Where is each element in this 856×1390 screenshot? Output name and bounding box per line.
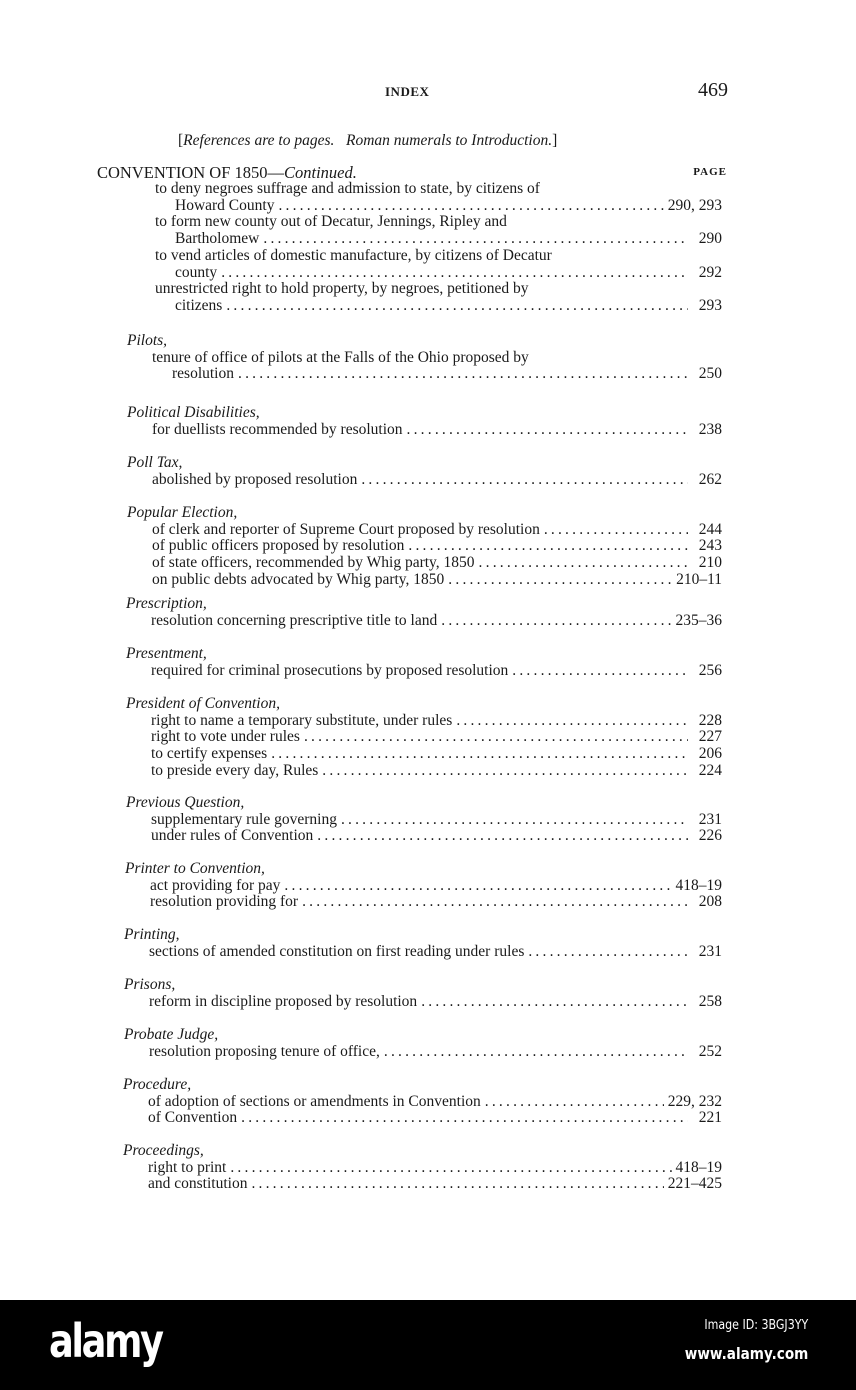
entry-line	[175, 198, 722, 215]
entry-text: supplementary rule governing	[151, 810, 337, 828]
entry-text: to vend articles of domestic manufacture, by citizens of Decatur	[155, 246, 552, 264]
convention-title: CONVENTION OF 1850—	[97, 163, 284, 182]
dot-leader	[251, 1176, 663, 1193]
entry-text: of state officers, recommended by Whig party, 1850	[152, 554, 475, 572]
entry-text: right to vote under rules	[151, 728, 300, 746]
entry-line	[152, 555, 722, 572]
page-reference: 293	[698, 296, 722, 314]
dot-leader	[284, 878, 671, 895]
entry-heading: Pilots,	[127, 332, 168, 349]
entry-text: sections of amended constitution on first reading under rules	[149, 942, 525, 960]
entry-continuation: Bartholomew	[175, 230, 260, 248]
page-reference: 224	[698, 761, 722, 779]
dot-leader	[304, 729, 688, 746]
entry-line	[172, 366, 722, 383]
entry-text: reform in discipline proposed by resolution	[149, 992, 418, 1010]
page-reference: 292	[698, 263, 722, 281]
entry-heading: Previous Question,	[126, 794, 245, 811]
page-reference: 227	[698, 728, 722, 746]
entry-text: of adoption of sections or amendments in Convention	[148, 1092, 481, 1110]
dot-leader	[361, 472, 688, 489]
dot-leader	[302, 894, 688, 911]
entry-text: and constitution	[148, 1175, 248, 1193]
dot-leader	[278, 198, 663, 215]
dot-leader	[384, 1044, 688, 1061]
entry-text: to preside every day, Rules	[151, 761, 319, 779]
entry-text: on public debts advocated by Whig party, 1850	[152, 570, 445, 588]
dot-leader	[238, 366, 688, 383]
entry-line	[151, 713, 722, 730]
entry-line	[150, 894, 722, 911]
dot-leader	[230, 1160, 671, 1177]
entry-continuation: resolution	[172, 365, 234, 383]
page-reference: 238	[698, 420, 722, 438]
entry-line	[175, 298, 722, 315]
entry-text: to deny negroes suffrage and admission to state, by citizens of	[155, 180, 540, 197]
entry-line	[149, 994, 722, 1011]
entry-text: to certify expenses	[151, 745, 268, 763]
page-reference: 244	[698, 520, 722, 538]
page-reference: 206	[698, 745, 722, 763]
dot-leader	[407, 422, 688, 439]
page-reference: 256	[698, 661, 722, 679]
page-reference: 262	[698, 470, 722, 488]
page-reference: 418–19	[675, 876, 722, 894]
dot-leader	[441, 613, 671, 630]
entry-text: abolished by proposed resolution	[152, 470, 358, 488]
image-id: Image ID: 3BGJ3YY	[704, 1318, 808, 1333]
entry-text: resolution proposing tenure of office,	[149, 1042, 380, 1060]
entry-continuation: citizens	[175, 296, 223, 314]
entry-line	[151, 613, 722, 630]
entry-line	[151, 729, 722, 746]
entry-heading: Procedure,	[123, 1076, 192, 1093]
entry-line	[151, 763, 722, 780]
entry-line	[148, 1160, 722, 1177]
entry-text: required for criminal prosecutions by proposed resolution	[151, 661, 509, 679]
entry-text: right to print	[148, 1158, 227, 1176]
entry-heading: Printing,	[124, 926, 180, 943]
entry-line	[152, 538, 722, 555]
dot-leader	[485, 1094, 664, 1111]
entry-text: tenure of office of pilots at the Falls of the Ohio proposed by	[152, 348, 529, 366]
dot-leader	[317, 828, 688, 845]
entry-text: resolution concerning prescriptive title to land	[151, 611, 438, 629]
entry-text: act providing for pay	[150, 876, 281, 894]
dot-leader	[421, 994, 688, 1011]
entry-text: for duellists recommended by resolution	[152, 420, 403, 438]
entry-heading: Poll Tax,	[127, 454, 183, 471]
dot-leader	[408, 538, 688, 555]
dot-leader	[456, 713, 688, 730]
entry-line	[150, 878, 722, 895]
note-close: ]	[552, 132, 558, 149]
entry-heading: Prescription,	[126, 595, 207, 612]
running-head: INDEX	[385, 84, 430, 99]
dot-leader	[241, 1110, 688, 1127]
note-part1: References are to pages.	[183, 132, 335, 149]
continued-label: Continued.	[284, 163, 357, 182]
page-reference: 229, 232	[667, 1092, 722, 1110]
page-reference: 235–36	[675, 611, 722, 629]
page-reference: 290, 293	[667, 196, 722, 214]
entry-line	[151, 828, 722, 845]
page-number: 469	[698, 79, 728, 101]
entry-line	[152, 572, 722, 589]
entry-text: of Convention	[148, 1109, 238, 1127]
entry-heading: Popular Election,	[127, 504, 238, 521]
entry-text: right to name a temporary substitute, under rules	[151, 711, 453, 729]
note-part2: Roman numerals to Introduction.	[346, 132, 553, 149]
entry-heading: President of Convention,	[126, 695, 280, 712]
dot-leader	[226, 298, 688, 315]
page-reference: 231	[698, 810, 722, 828]
page-reference: 231	[698, 942, 722, 960]
page-reference: 290	[698, 230, 722, 248]
entry-heading: Printer to Convention,	[125, 860, 265, 877]
dot-leader	[322, 763, 688, 780]
alamy-logo: alamy	[49, 1314, 162, 1368]
entry-text: to form new county out of Decatur, Jennings, Ripley and	[155, 213, 507, 231]
dot-leader	[221, 265, 688, 282]
entry-line	[175, 231, 722, 248]
dot-leader	[528, 944, 688, 961]
entry-line	[149, 944, 722, 961]
page-reference: 221	[698, 1109, 722, 1127]
dot-leader	[448, 572, 672, 589]
entry-heading: Prisons,	[124, 976, 176, 993]
entry-heading: Proceedings,	[123, 1142, 204, 1159]
page-reference: 252	[698, 1042, 722, 1060]
entry-line	[151, 746, 722, 763]
dot-leader	[263, 231, 688, 248]
entry-line	[151, 812, 722, 829]
entry-continuation: county	[175, 263, 218, 281]
entry-text: resolution providing for	[150, 893, 299, 911]
entry-line	[152, 422, 722, 439]
page-reference: 208	[698, 893, 722, 911]
page-reference: 228	[698, 711, 722, 729]
page-reference: 210–11	[676, 570, 722, 588]
index-note	[178, 132, 557, 150]
entry-text: of clerk and reporter of Supreme Court proposed by resolution	[152, 520, 540, 538]
entry-line	[148, 1094, 722, 1111]
entry-text: of public officers proposed by resolution	[152, 537, 405, 555]
entry-heading: Presentment,	[126, 645, 207, 662]
note-open: [	[178, 132, 184, 149]
dot-leader	[512, 663, 688, 680]
entry-line	[175, 265, 722, 282]
entry-heading: Probate Judge,	[124, 1026, 219, 1043]
page-reference: 418–19	[675, 1158, 722, 1176]
page-reference: 221–425	[667, 1175, 722, 1193]
entry-line	[152, 472, 722, 489]
page-column-label: PAGE	[693, 166, 727, 178]
watermark-banner	[0, 1300, 856, 1390]
entry-text: unrestricted right to hold property, by negroes, petitioned by	[155, 280, 529, 298]
dot-leader	[341, 812, 688, 829]
banner-url: www.alamy.com	[684, 1344, 808, 1363]
entry-line	[148, 1110, 722, 1127]
entry-line	[152, 522, 722, 539]
page-reference: 250	[698, 365, 722, 383]
entry-line	[148, 1176, 722, 1193]
page-reference: 243	[698, 537, 722, 555]
entry-line	[151, 663, 722, 680]
page-reference: 258	[698, 992, 722, 1010]
dot-leader	[544, 522, 688, 539]
entry-line	[149, 1044, 722, 1061]
entry-continuation: Howard County	[175, 196, 275, 214]
dot-leader	[479, 555, 688, 572]
dot-leader	[271, 746, 688, 763]
entry-text: under rules of Convention	[151, 827, 314, 845]
entry-heading: Political Disabilities,	[127, 404, 260, 421]
page-reference: 226	[698, 827, 722, 845]
page-reference: 210	[698, 554, 722, 572]
